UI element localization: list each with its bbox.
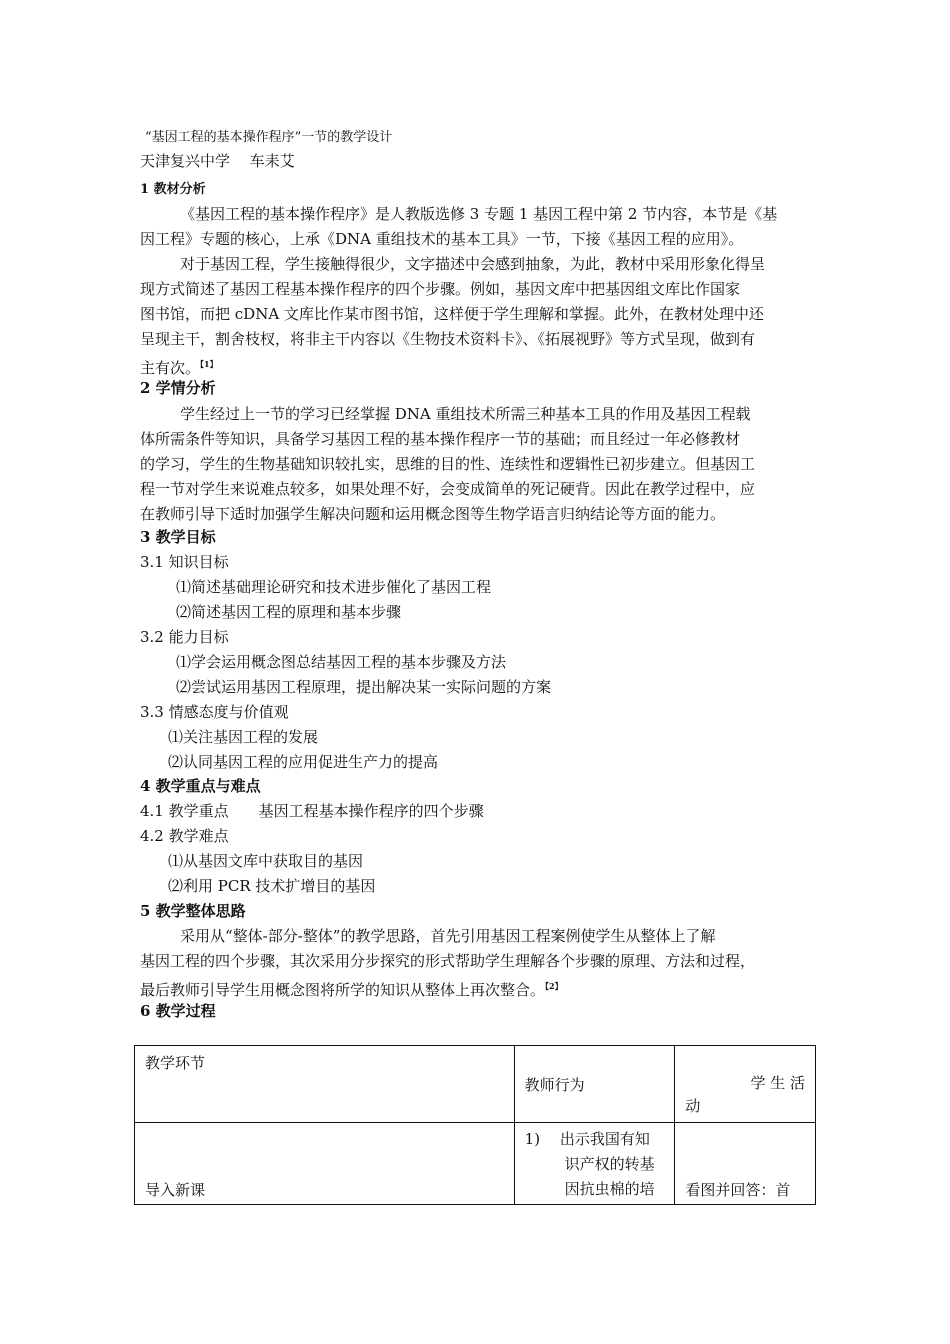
section-4-2-heading: 4.2 教学难点	[140, 827, 229, 845]
section-2-paragraph: 学生经过上一节的学习已经掌握 DNA 重组技术所需三种基本工具的作用及基因工程载 体所需条件等知识，具备学习基因工程的基本操作程序一节的基础；而且经过一年必修教材 的学习，学生的生物基础知识较扎实，思维的目的性、连续性和逻辑性已初步建立。但基因工 程一节对学生来说难点较多，如果处理不好，会变成简单的死记硬背。因此在教学过程中，应 在教师引导下适时加强学生解决问题和运用概念图等生物学语言归纳结论等方面的能力。	[140, 405, 756, 523]
student-cell-intro: 看图并回答：首	[675, 1123, 816, 1205]
ability-goal-2: ⑵尝试运用基因工程原理，提出解决某一实际问题的方案	[176, 678, 552, 696]
citation-2: 【2】	[545, 981, 563, 991]
section-3-3-heading: 3.3 情感态度与价值观	[140, 703, 289, 721]
section-1-paragraph-1: 《基因工程的基本操作程序》是人教版选修 3 专题 1 基因工程中第 2 节内容，本节是《基 因工程》专题的核心，上承《DNA 重组技术的基本工具》一节，下接《基因工程的应用》。	[140, 205, 778, 248]
knowledge-goal-2: ⑵简述基因工程的原理和基本步骤	[176, 603, 402, 621]
difficulty-1: ⑴从基因文库中获取目的基因	[168, 852, 364, 870]
doc-author: 天津复兴中学 车耒艾	[140, 152, 295, 170]
ability-goal-1: ⑴学会运用概念图总结基因工程的基本步骤及方法	[176, 653, 507, 671]
header-cell-teacher: 教师行为	[514, 1046, 675, 1123]
section-4-heading: 4 教学重点与难点	[140, 777, 261, 795]
section-5-heading: 5 教学整体思路	[140, 902, 246, 920]
section-1-paragraph-2: 对于基因工程，学生接触得很少，文字描述中会感到抽象，为此，教材中采用形象化得呈 现方式简述了基因工程基本操作程序的四个步骤。例如，基因文库中把基因组文库比作国家 图书馆，而把 cDNA 文库比作某市图书馆，这样便于学生理解和掌握。此外，在教材处理中还 呈现主干，割舍枝杈，将非主干内容以《生物技术资料卡》、《拓展视野》等方式呈现，做到有 主有次。$^{【1】}$	[140, 255, 766, 377]
doc-title: “基因工程的基本操作程序”一节的教学设计	[145, 130, 393, 145]
teacher-cell-intro: 1) 出示我国有知 识产权的转基 因抗虫棉的培	[514, 1123, 675, 1205]
section-3-1-heading: 3.1 知识目标	[140, 553, 229, 571]
section-3-2-heading: 3.2 能力目标	[140, 628, 229, 646]
section-1-heading: 1 教材分析	[140, 182, 206, 197]
section-4-1: 4.1 教学重点 基因工程基本操作程序的四个步骤	[140, 802, 484, 820]
table-row	[135, 1123, 816, 1205]
section-2-heading: 2 学情分析	[140, 379, 216, 397]
header-cell-student: 学 生 活 动	[675, 1046, 816, 1123]
attitude-goal-1: ⑴关注基因工程的发展	[168, 728, 319, 746]
section-6-heading: 6 教学过程	[140, 1002, 216, 1020]
section-5-paragraph: 采用从“整体-部分-整体”的教学思路，首先引用基因工程案例使学生从整体上了解 基因工程的四个步骤，其次采用分步探究的形式帮助学生理解各个步骤的原理、方法和过程， 最后教师引导学生用概念图将所学的知识从整体上再次整合。$^{【2】}$	[140, 927, 756, 999]
difficulty-2: ⑵利用 PCR 技术扩增目的基因	[168, 877, 376, 895]
header-cell-stage: 教学环节	[135, 1046, 515, 1123]
citation-1: 【1】	[200, 359, 218, 369]
stage-cell-intro: 导入新课	[135, 1123, 515, 1205]
attitude-goal-2: ⑵认同基因工程的应用促进生产力的提高	[168, 753, 439, 771]
table-header-row	[135, 1046, 816, 1123]
section-3-heading: 3 教学目标	[140, 528, 216, 546]
teaching-process-table	[134, 1045, 816, 1205]
knowledge-goal-1: ⑴简述基础理论研究和技术进步催化了基因工程	[176, 578, 492, 596]
